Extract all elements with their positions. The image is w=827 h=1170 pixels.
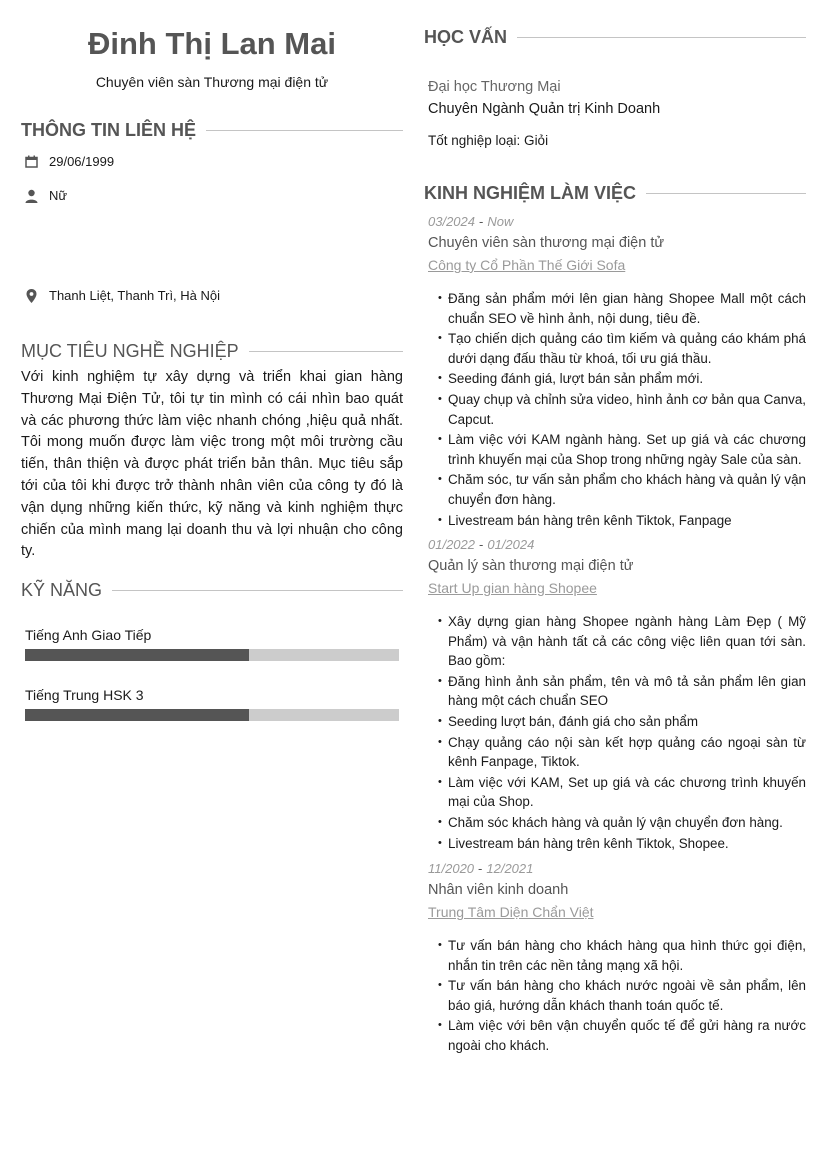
job-dates: 03/2024 - Now bbox=[428, 214, 514, 229]
job-bullets bbox=[428, 289, 806, 530]
job-dates: 11/2020 - 12/2021 bbox=[428, 861, 534, 876]
job-bullets bbox=[428, 612, 806, 853]
skill-item bbox=[25, 627, 399, 661]
job-bullet: • Chạy quảng cáo nội sàn kết hợp quảng cáo ngoại sàn từ kênh Fanpage, Tiktok. bbox=[438, 733, 806, 772]
contact-birthdate bbox=[24, 154, 114, 169]
heading-divider bbox=[517, 37, 806, 38]
contact-address bbox=[24, 288, 220, 303]
job-company-link[interactable]: Start Up gian hàng Shopee bbox=[428, 580, 597, 596]
heading-divider bbox=[249, 351, 403, 352]
education-grade: Tốt nghiệp loại: Giỏi bbox=[428, 133, 549, 148]
contact-heading-text: THÔNG TIN LIÊN HỆ bbox=[21, 120, 196, 140]
job-bullet: • Livestream bán hàng trên kênh Tiktok, Fanpage bbox=[438, 511, 806, 531]
job-entry bbox=[428, 537, 806, 854]
candidate-name: Đinh Thị Lan Mai bbox=[88, 26, 336, 61]
job-company-link[interactable]: Công ty Cổ Phần Thế Giới Sofa bbox=[428, 257, 626, 273]
candidate-title: Chuyên viên sàn Thương mại điện tử bbox=[95, 74, 329, 90]
job-start-date: 11/2020 bbox=[428, 861, 475, 876]
job-start-date: 01/2022 bbox=[428, 537, 475, 552]
job-entry bbox=[428, 861, 806, 1057]
job-end-date: 01/2024 bbox=[487, 537, 535, 552]
experience-section-heading bbox=[424, 183, 806, 204]
heading-divider bbox=[206, 130, 403, 131]
contact-gender bbox=[24, 188, 67, 203]
education-heading-text: HỌC VẤN bbox=[424, 27, 508, 47]
job-bullet: • Seeding lượt bán, đánh giá cho sản phẩm bbox=[438, 712, 806, 732]
birthdate-value: 29/06/1999 bbox=[49, 154, 115, 169]
skills-section-heading bbox=[21, 580, 403, 601]
heading-divider bbox=[646, 193, 806, 194]
gender-value: Nữ bbox=[49, 188, 68, 203]
objective-text: Với kinh nghiệm tự xây dựng và triển khai gian hàng Thương Mại Điện Tử, tôi tự tin mình có cái nhìn bao quát và các phương thức làm việc nhanh chóng ,hiệu quả nhất. Tôi mong muốn được làm việc trong một môi trường cầu tiến, thân thiện và được phát triển bản thân. Mục tiêu sắp tới của tôi khi được trở thành nhân viên của công ty đó là vận dụng những kiến thức, kỹ năng và kinh nghiệm thực chiến của mình mang lại doanh thu và lợi nhuận cho công ty. bbox=[21, 369, 403, 560]
objective-heading-text: MỤC TIÊU NGHỀ NGHIỆP bbox=[21, 341, 239, 361]
skill-bar-fill bbox=[25, 709, 249, 721]
heading-divider bbox=[112, 590, 403, 591]
skill-label: Tiếng Trung HSK 3 bbox=[25, 687, 144, 703]
job-dates: 01/2022 - 01/2024 bbox=[428, 537, 535, 552]
address-value: Thanh Liệt, Thanh Trì, Hà Nội bbox=[49, 288, 221, 303]
job-bullet: • Quay chụp và chỉnh sửa video, hình ảnh cơ bản qua Canva, Capcut. bbox=[438, 390, 806, 429]
job-bullet: • Tạo chiến dịch quảng cáo tìm kiếm và quảng cáo khám phá dưới dạng đấu thầu từ khoá, tối ưu giá thầu. bbox=[438, 329, 806, 368]
job-bullet: • Đăng hình ảnh sản phẩm, tên và mô tả sản phẩm lên gian hàng một cách chuẩn SEO bbox=[438, 672, 806, 711]
education-school: Đại học Thương Mại bbox=[428, 79, 561, 95]
job-bullet: • Livestream bán hàng trên kênh Tiktok, Shopee. bbox=[438, 834, 806, 854]
education-major: Chuyên Ngành Quản trị Kinh Doanh bbox=[428, 101, 661, 117]
skill-bar-track bbox=[25, 709, 399, 721]
job-role: Quản lý sàn thương mại điện tử bbox=[428, 558, 634, 574]
calendar-icon bbox=[24, 155, 38, 169]
skills-heading-text: KỸ NĂNG bbox=[21, 580, 103, 600]
skill-item bbox=[25, 687, 399, 721]
job-bullet: • Xây dựng gian hàng Shopee ngành hàng Làm Đẹp ( Mỹ Phẩm) và vận hành tất cả các công việc liên quan tới sàn. Bao gồm: bbox=[438, 612, 806, 671]
job-bullet: • Làm việc với KAM ngành hàng. Set up giá và các chương trình khuyến mại của Shop trong những ngày Sale của sàn. bbox=[438, 430, 806, 469]
person-icon bbox=[24, 189, 38, 203]
job-end-date: Now bbox=[487, 214, 514, 229]
job-bullet: • Chăm sóc khách hàng và quản lý vận chuyển đơn hàng. bbox=[438, 813, 806, 833]
job-bullet: • Đăng sản phẩm mới lên gian hàng Shopee Mall một cách chuẩn SEO về hình ảnh, nội dung, tiêu đề. bbox=[438, 289, 806, 328]
job-role: Chuyên viên sàn thương mại điện tử bbox=[428, 235, 665, 251]
job-bullet: • Làm việc với bên vận chuyển quốc tế để gửi hàng ra nước ngoài cho khách. bbox=[438, 1016, 806, 1055]
job-start-date: 03/2024 bbox=[428, 214, 475, 229]
job-bullet: • Làm việc với KAM, Set up giá và các chương trình khuyến mại của Shop. bbox=[438, 773, 806, 812]
job-role: Nhân viên kinh doanh bbox=[428, 882, 569, 898]
job-end-date: 12/2021 bbox=[486, 861, 534, 876]
education-section-heading bbox=[424, 27, 806, 48]
skill-label: Tiếng Anh Giao Tiếp bbox=[25, 627, 152, 643]
job-bullet: • Tư vấn bán hàng cho khách nước ngoài về sản phẩm, lên báo giá, hướng dẫn khách thanh toán quốc tế. bbox=[438, 976, 806, 1015]
experience-heading-text: KINH NGHIỆM LÀM VIỆC bbox=[424, 183, 637, 203]
job-company-link[interactable]: Trung Tâm Diện Chẩn Việt bbox=[428, 904, 594, 920]
job-bullets bbox=[428, 936, 806, 1056]
job-bullet: • Seeding đánh giá, lượt bán sản phẩm mới. bbox=[438, 369, 806, 389]
job-bullet: • Tư vấn bán hàng cho khách hàng qua hình thức gọi điện, nhắn tin trên các nền tảng mạng xã hội. bbox=[438, 936, 806, 975]
job-entry bbox=[428, 214, 806, 531]
contact-section-heading bbox=[21, 120, 403, 141]
job-bullet: • Chăm sóc, tư vấn sản phẩm cho khách hàng và quản lý vận chuyển đơn hàng. bbox=[438, 470, 806, 509]
skill-bar-fill bbox=[25, 649, 249, 661]
objective-section-heading bbox=[21, 341, 403, 362]
location-pin-icon bbox=[24, 289, 38, 303]
skill-bar-track bbox=[25, 649, 399, 661]
